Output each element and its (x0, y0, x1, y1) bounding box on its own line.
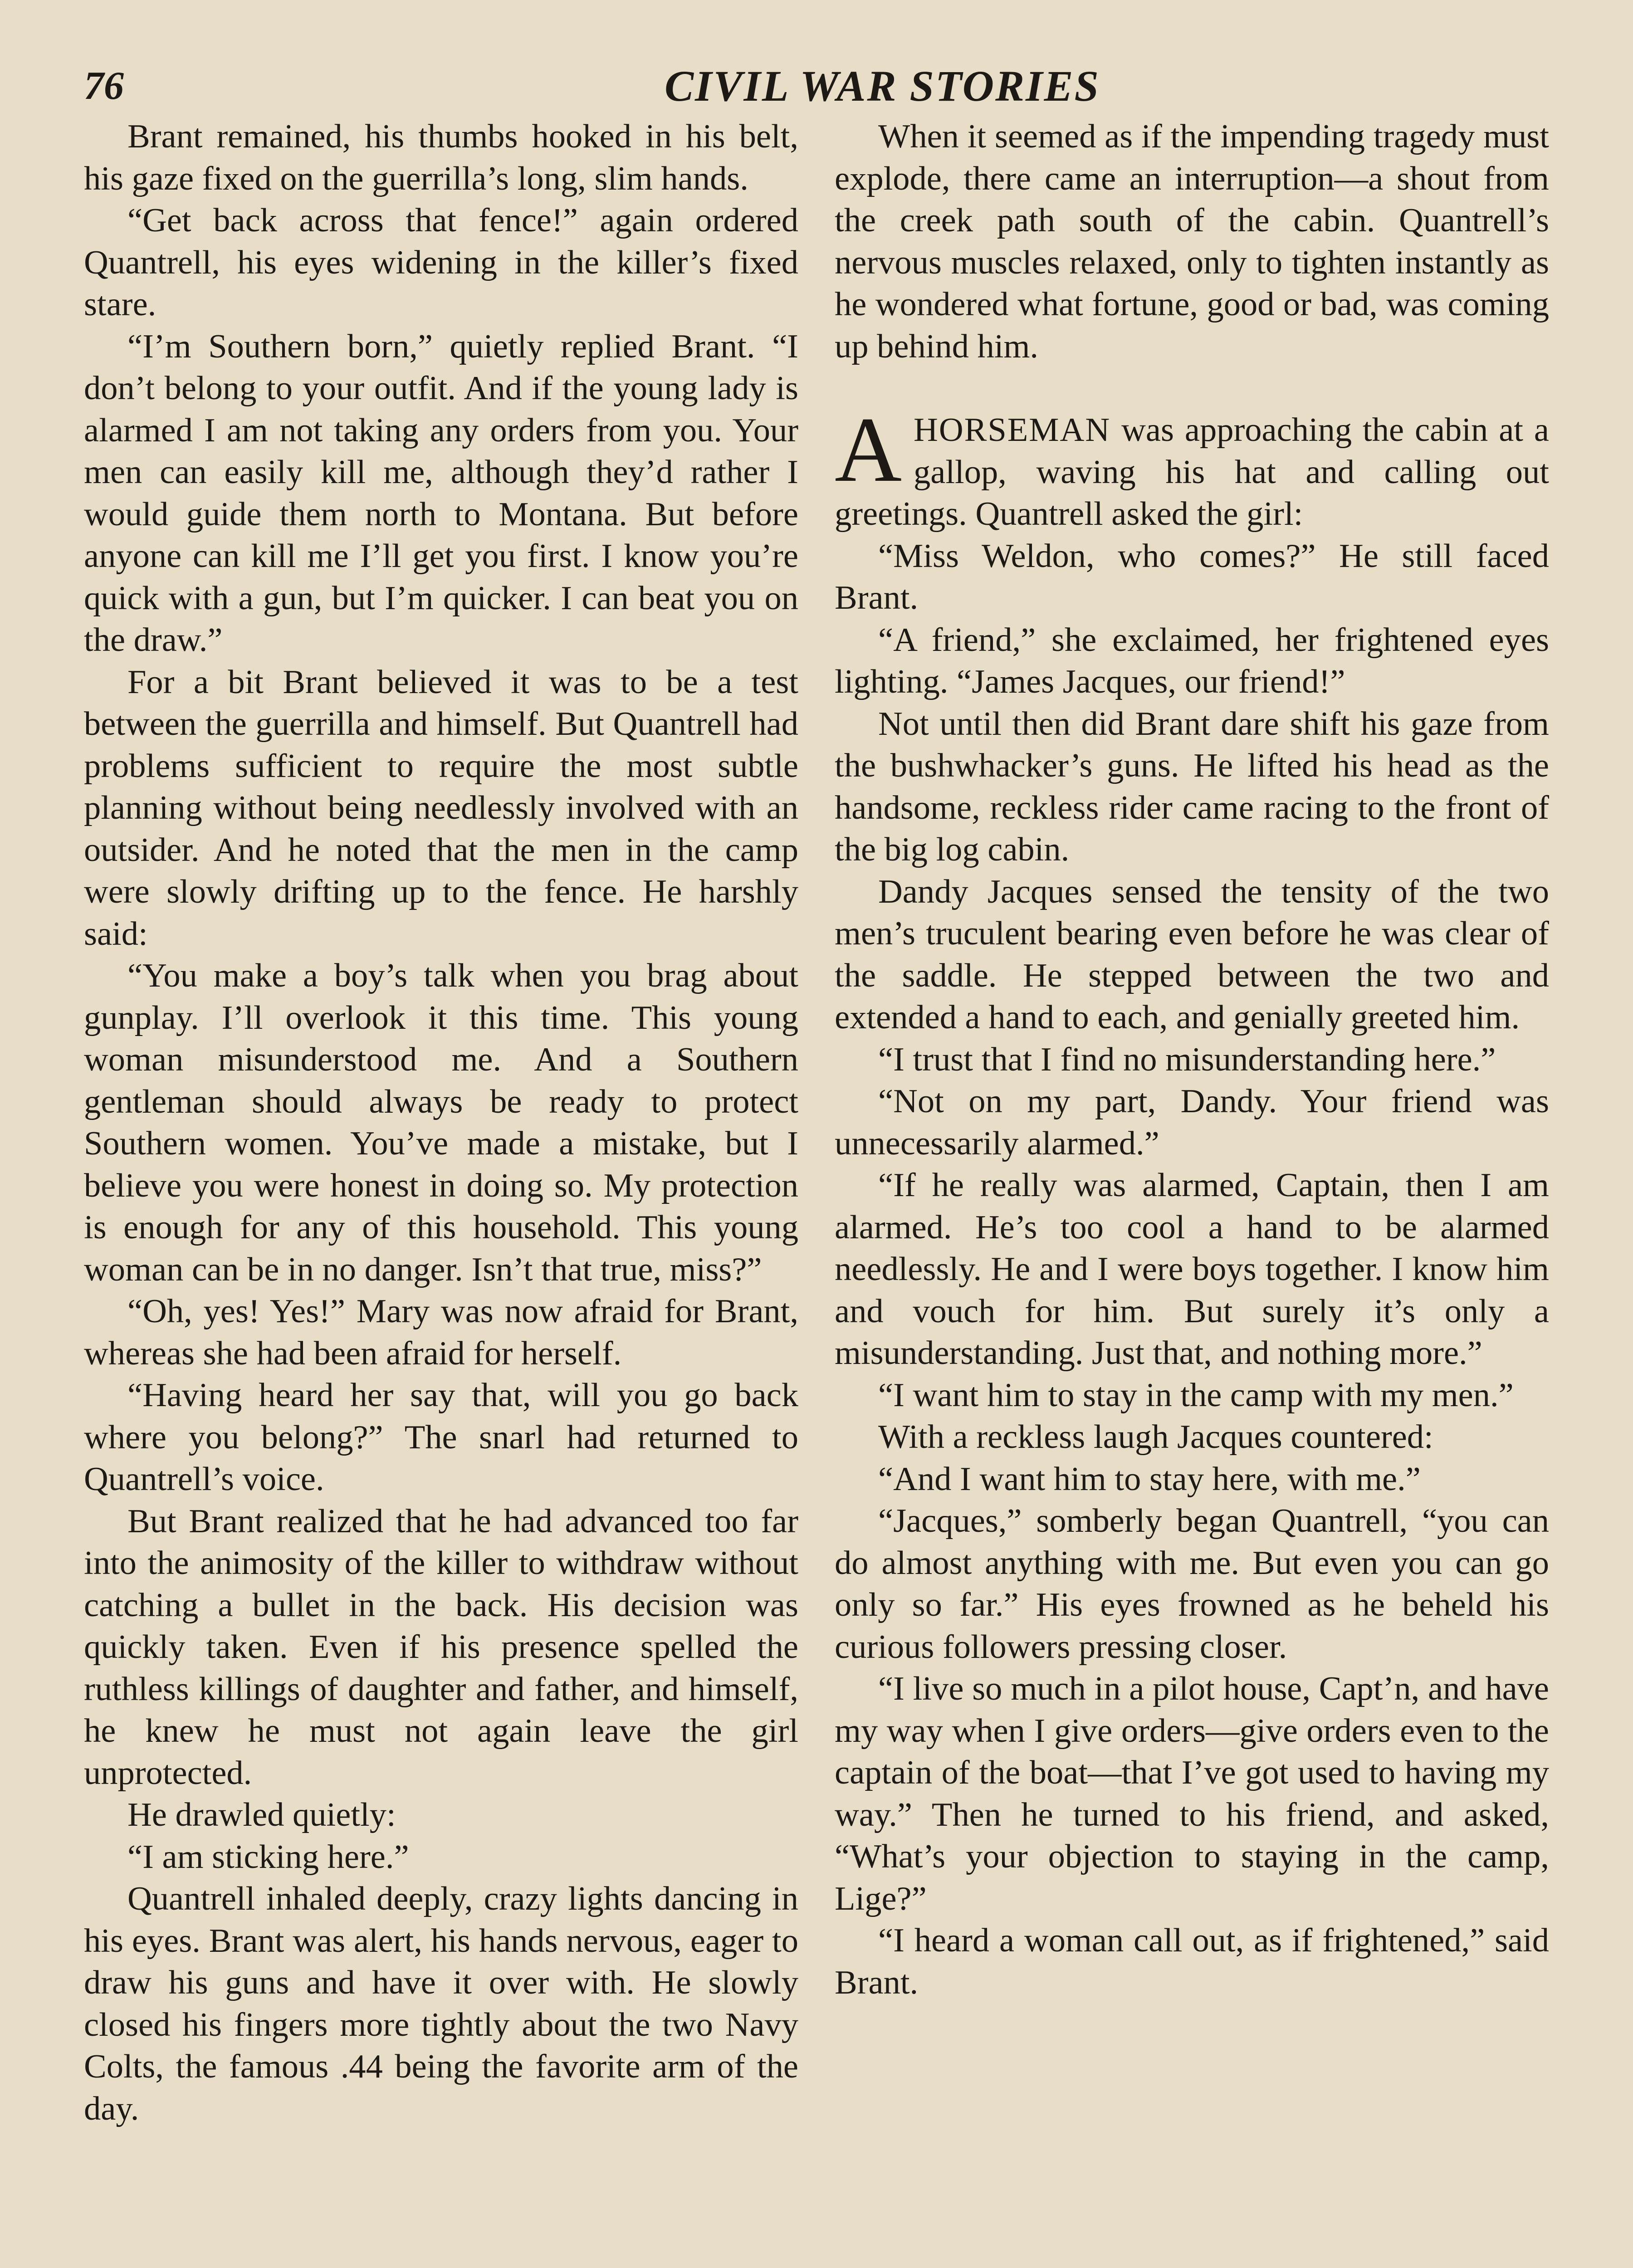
paragraph: When it seemed as if the impending tragedy must explode, there came an interruption—a shout from the creek path south of the cabin. Quantrell’s nervous muscles relaxed, only to tighten instantly as he wondered what fortune, good or bad, was coming up behind him. (835, 118, 1549, 365)
section-opening-text: was approaching the cabin at a gallop, waving his hat and calling out greetings. Quantrell asked the girl: (835, 411, 1549, 533)
paragraph: Not until then did Brant dare shift his gaze from the bushwhacker’s guns. He lifted his head as the handsome, reckless rider came racing to the front of the big log cabin. (835, 705, 1549, 868)
paragraph: Brant remained, his thumbs hooked in his belt, his gaze fixed on the guerrilla’s long, slim hands. (84, 118, 798, 197)
paragraph: For a bit Brant believed it was to be a test between the guerrilla and himself. But Quantrell had problems sufficient to require the most subtle planning without being needlessly involved with an outsider. And he noted that the men in the camp were slowly drifting up to the fence. He harshly said: (84, 663, 798, 953)
left-column (84, 116, 798, 2268)
lead-word: HORSEMAN (914, 411, 1111, 449)
drop-cap: A (835, 398, 902, 501)
paragraph: “Get back across that fence!” again ordered Quantrell, his eyes widening in the killer’s fixed stare. (84, 202, 798, 323)
paragraph: “I am sticking here.” (127, 1838, 409, 1876)
paragraph: “A friend,” she exclaimed, her frightened eyes lighting. “James Jacques, our friend!” (835, 621, 1549, 700)
paragraph: Quantrell inhaled deeply, crazy lights dancing in his eyes. Brant was alert, his hands nervous, eager to draw his guns and have it over with. He slowly closed his fingers more tightly about the two Navy Colts, the famous .44 being the favorite arm of the day. (84, 1880, 798, 2127)
paragraph: “You make a boy’s talk when you brag about gunplay. I’ll overlook it this time. This young woman misunderstood me. And a Southern gentleman should always be ready to protect Southern women. You’ve made a mistake, but I believe you were honest in doing so. My protection is enough for any of this household. This young woman can be in no danger. Isn’t that true, miss?” (84, 957, 798, 1288)
paragraph: With a reckless laugh Jacques countered: (878, 1418, 1433, 1456)
paragraph: “I heard a woman call out, as if frightened,” said Brant. (835, 1922, 1549, 2001)
paragraph: “Having heard her say that, will you go back where you belong?” The snarl had returned to Quantrell’s voice. (84, 1377, 798, 1498)
paragraph: “I’m Southern born,” quietly replied Brant. “I don’t belong to your outfit. And if the young lady is alarmed I am not taking any orders from you. Your men can easily kill me, although they’d rather I would guide them north to Montana. But before anyone can kill me I’ll get you first. I know you’re quick with a gun, but I’m quicker. I can beat you on the draw.” (84, 327, 798, 659)
paragraph: He drawled quietly: (127, 1796, 396, 1833)
section-opening-paragraph (835, 398, 1549, 535)
paragraph: “I trust that I find no misunderstanding here.” (878, 1041, 1496, 1078)
running-title: CIVIL WAR STORIES (665, 62, 1100, 110)
paragraph: “Miss Weldon, who comes?” He still faced Brant. (835, 537, 1549, 616)
paragraph: “Jacques,” somberly began Quantrell, “you can do almost anything with me. But even you can go only so far.” His eyes frowned as he beheld his curious followers pressing closer. (835, 1502, 1549, 1666)
page-header (84, 54, 1549, 118)
page-number: 76 (84, 64, 124, 108)
paragraph: “And I want him to stay here, with me.” (878, 1460, 1421, 1498)
paragraph: But Brant realized that he had advanced too far into the animosity of the killer to withdraw without catching a bullet in the back. His decision was quickly taken. Even if his presence spelled the ruthless killings of daughter and father, and himself, he knew he must not again leave the girl unprotected. (84, 1502, 798, 1792)
paragraph: “I live so much in a pilot house, Capt’n, and have my way when I give orders—give orders even to the captain of the boat—that I’ve got used to having my way.” Then he turned to his friend, and asked, “What’s your objection to staying in the camp, Lige?” (835, 1670, 1549, 1917)
paragraph: Dandy Jacques sensed the tensity of the two men’s truculent bearing even before he was clear of the saddle. He stepped between the two and extended a hand to each, and genially greeted him. (835, 873, 1549, 1036)
right-column (835, 116, 1549, 2268)
paragraph: “I want him to stay in the camp with my men.” (878, 1376, 1514, 1414)
paragraph: “Not on my part, Dandy. Your friend was unnecessarily alarmed.” (835, 1083, 1549, 1162)
paragraph: “Oh, yes! Yes!” Mary was now afraid for Brant, whereas she had been afraid for herself. (84, 1293, 798, 1372)
paragraph: “If he really was alarmed, Captain, then I am alarmed. He’s too cool a hand to be alarmed needlessly. He and I were boys together. I know him and vouch for him. But surely it’s only a misunderstanding. Just that, and nothing more.” (835, 1167, 1549, 1372)
section-break (835, 367, 1549, 409)
